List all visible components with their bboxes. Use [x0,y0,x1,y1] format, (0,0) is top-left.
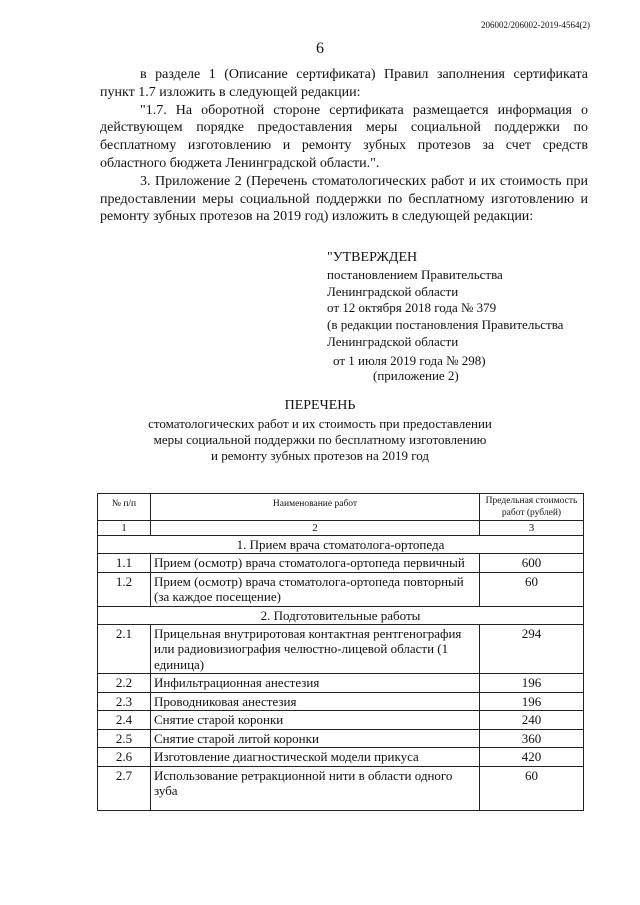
subtitle-line: и ремонту зубных протезов на 2019 год [211,448,429,463]
row-num: 2.6 [98,748,151,767]
row-price: 294 [480,624,584,674]
row-price: 240 [480,711,584,730]
column-number-row [98,521,584,536]
row-num: 2.3 [98,692,151,711]
document-id: 206002/206002-2019-4564(2) [481,20,590,30]
section-title: 2. Подготовительные работы [98,606,584,624]
row-name: Снятие старой коронки [151,711,480,730]
approval-line: Ленинградской области [327,283,459,299]
subtitle-line: меры социальной поддержки по бесплатному изготовлению [153,432,487,447]
col-number: 2 [151,521,480,536]
row-num: 2.5 [98,729,151,748]
row-num: 2.7 [98,766,151,810]
paragraph-2: "1.7. На оборотной стороне сертификата размещается информация о действующем порядке предоставления меры социальной поддержки по бесплатному изготовлению и ремонту зубных протезов за счет средств областного бюджета Ленинградской области.". [100,102,588,171]
row-name: Использование ретракционной нити в области одного зуба [151,766,480,810]
table-row [98,766,584,810]
row-name: Прицельная внутриротовая контактная рентгенография или радиовизиография челюстно-лицевой области (1 единица) [151,624,480,674]
row-price: 196 [480,674,584,693]
works-table [97,493,584,811]
row-name: Прием (осмотр) врача стоматолога-ортопеда первичный [151,554,480,573]
header-price: Предельная стоимость работ (рублей) [480,494,584,521]
table-row [98,572,584,606]
paragraph-1: в разделе 1 (Описание сертификата) Правил заполнения сертификата пункт 1.7 изложить в следующей редакции: [100,67,588,100]
section-row [98,606,584,624]
page-number: 6 [316,40,324,57]
body-text [100,66,588,226]
row-price: 360 [480,729,584,748]
section-row [98,536,584,554]
approval-line: Ленинградской области [327,333,459,349]
row-name: Инфильтрационная анестезия [151,674,480,693]
row-num: 2.1 [98,624,151,674]
table-row [98,748,584,767]
paragraph-3: 3. Приложение 2 (Перечень стоматологических работ и их стоимость при предоставлении меры социальной поддержки по бесплатному изготовлению и ремонту зубных протезов на 2019 год) изложить в следующей редакции: [100,173,588,225]
row-price: 196 [480,692,584,711]
row-num: 1.1 [98,554,151,573]
row-name: Проводниковая анестезия [151,692,480,711]
col-number: 1 [98,521,151,536]
col-number: 3 [480,521,584,536]
approval-line: постановлением Правительства [327,266,503,282]
approval-block [327,250,563,381]
header-name: Наименование работ [151,494,480,521]
table-row [98,729,584,748]
row-name: Изготовление диагностической модели прикуса [151,748,480,767]
row-price: 60 [480,572,584,606]
row-name: Снятие старой литой коронки [151,729,480,748]
table-row [98,674,584,693]
list-subtitle [0,416,640,464]
row-num: 2.4 [98,711,151,730]
appendix-ref: (приложение 2) [373,367,459,383]
row-num: 1.2 [98,572,151,606]
approval-title: "УТВЕРЖДЕН [327,250,418,265]
header-num: № п/п [98,494,151,521]
approval-amendment: от 1 июля 2019 года № 298) [333,352,486,368]
row-price: 420 [480,748,584,767]
table-header-row [98,494,584,521]
row-price: 60 [480,766,584,810]
subtitle-line: стоматологических работ и их стоимость при предоставлении [148,416,492,431]
list-title: ПЕРЕЧЕНЬ [284,398,356,413]
approval-line: (в редакции постановления Правительства [327,317,564,333]
table-row [98,624,584,674]
row-num: 2.2 [98,674,151,693]
section-title: 1. Прием врача стоматолога-ортопеда [98,536,584,554]
row-name: Прием (осмотр) врача стоматолога-ортопеда повторный (за каждое посещение) [151,572,480,606]
approval-line: от 12 октября 2018 года № 379 [327,300,497,316]
row-price: 600 [480,554,584,573]
table-row [98,711,584,730]
table-row [98,692,584,711]
table-row [98,554,584,573]
